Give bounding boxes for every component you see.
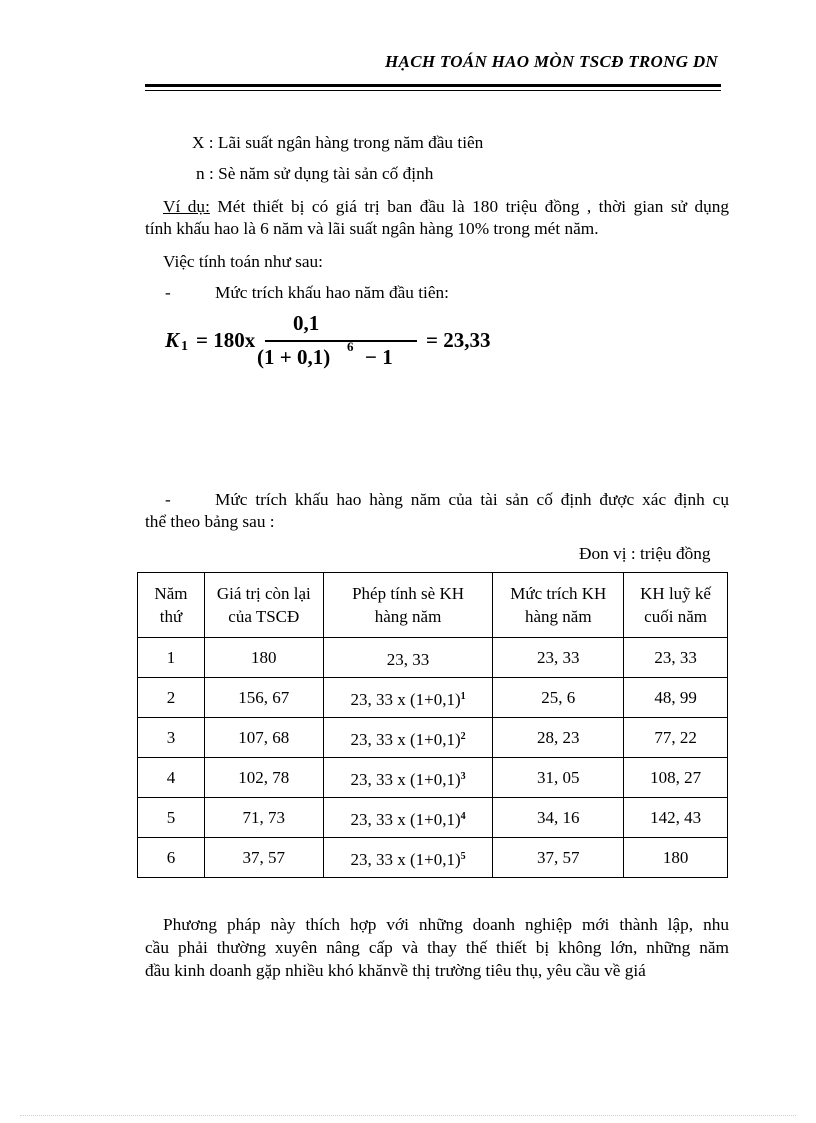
- definition-x: X : Lãi suất ngân hàng trong năm đầu tiên: [192, 133, 484, 152]
- formula-minus-one: − 1: [365, 345, 393, 369]
- bullet-2: -: [165, 490, 171, 509]
- header-annual-l1: Mức trích KH: [510, 584, 607, 603]
- definition-n: n : Sè năm sử dụng tài sản cố định: [196, 164, 434, 183]
- cell-year: 1: [138, 638, 205, 678]
- page-header-title: HẠCH TOÁN HAO MÒN TSCĐ TRONG DN: [385, 52, 718, 71]
- table-row: [138, 638, 728, 678]
- formula-exponent: 6: [347, 339, 354, 354]
- header-calc-l1: Phép tính sè KH: [352, 584, 465, 603]
- formula-eq1: = 180x: [196, 328, 256, 352]
- cell-cumulative: 180: [624, 838, 728, 878]
- cell-calc-text: 23, 33: [386, 649, 430, 669]
- cell-annual: 34, 16: [493, 798, 624, 838]
- cell-year: 4: [138, 758, 205, 798]
- header-cumulative-l1: KH luỹ kế: [640, 584, 711, 603]
- example-line-2: tính khấu hao là 6 năm và lãi suất ngân hàng 10% trong mét năm.: [145, 219, 599, 238]
- cell-calc-power: 5: [460, 850, 466, 862]
- header-year: [138, 573, 205, 638]
- annual-line-2: thể theo bảng sau :: [145, 512, 275, 531]
- cell-calc-text: 23, 33 x (1+0,1): [350, 809, 461, 829]
- cell-remaining: 102, 78: [204, 758, 323, 798]
- cell-cumulative: 23, 33: [624, 638, 728, 678]
- cell-annual: 25, 6: [493, 678, 624, 718]
- table-header-row: [138, 573, 728, 638]
- formula-lhs: K: [165, 328, 180, 352]
- header-annual-l2: hàng năm: [524, 607, 592, 626]
- cell-cumulative: 48, 99: [624, 678, 728, 718]
- cell-calc-power: 3: [460, 770, 466, 782]
- table-row: [138, 798, 728, 838]
- example-text-1: Mét thiết bị có giá trị ban đầu là 180 triệu đồng , thời gian sử dụng: [209, 197, 730, 216]
- closing-line-2: cầu phải thường xuyên nâng cấp và thay thế thiết bị không lớn, những năm: [145, 938, 729, 957]
- header-cumulative: [624, 573, 728, 638]
- cell-calc: [323, 678, 493, 718]
- page-bottom-border: [20, 1115, 796, 1116]
- cell-cumulative: 142, 43: [624, 798, 728, 838]
- cell-annual: 23, 33: [493, 638, 624, 678]
- cell-year: 2: [138, 678, 205, 718]
- cell-calc-power: 2: [460, 730, 466, 742]
- header-rule-thin: [145, 90, 721, 91]
- cell-remaining: 107, 68: [204, 718, 323, 758]
- header-annual: [493, 573, 624, 638]
- cell-calc-power: 1: [460, 690, 466, 702]
- table-row: [138, 678, 728, 718]
- header-cumulative-l2: cuối năm: [644, 607, 707, 626]
- header-year-l2: thứ: [159, 607, 183, 626]
- cell-calc-power: 4: [460, 810, 466, 822]
- cell-calc: [323, 838, 493, 878]
- cell-annual: 31, 05: [493, 758, 624, 798]
- cell-calc-text: 23, 33 x (1+0,1): [350, 849, 461, 869]
- formula-denominator: (1 + 0,1): [257, 345, 331, 369]
- cell-year: 6: [138, 838, 205, 878]
- cell-calc-text: 23, 33 x (1+0,1): [350, 769, 461, 789]
- cell-remaining: 71, 73: [204, 798, 323, 838]
- header-remaining: [204, 573, 323, 638]
- formula-numerator: 0,1: [293, 311, 320, 335]
- header-remaining-l1: Giá trị còn lại: [216, 584, 311, 603]
- cell-annual: 28, 23: [493, 718, 624, 758]
- example-label: Ví dụ:: [163, 197, 210, 216]
- cell-calc-text: 23, 33 x (1+0,1): [350, 689, 461, 709]
- cell-cumulative: 108, 27: [624, 758, 728, 798]
- cell-calc: [323, 638, 493, 678]
- cell-remaining: 37, 57: [204, 838, 323, 878]
- cell-calc-text: 23, 33 x (1+0,1): [350, 729, 461, 749]
- formula-lhs-sub: 1: [181, 339, 188, 354]
- header-calc-l2: hàng năm: [374, 607, 442, 626]
- cell-calc: [323, 718, 493, 758]
- example-line-1: [163, 197, 729, 217]
- unit-label: Đon vị : triệu đồng: [579, 544, 711, 563]
- formula-result: = 23,33: [426, 328, 491, 352]
- header-year-l1: Năm: [154, 584, 188, 603]
- table-row: [138, 718, 728, 758]
- cell-remaining: 180: [204, 638, 323, 678]
- header-rule-thick: [145, 84, 721, 87]
- annual-line-1: Mức trích khấu hao hàng năm của tài sản cố định được xác định cụ: [215, 490, 729, 509]
- header-calc: [323, 573, 493, 638]
- closing-line-3: đầu kinh doanh gặp nhiều khó khănvề thị trường tiêu thụ, yêu cầu về giá: [145, 961, 646, 980]
- depreciation-table: [137, 572, 728, 878]
- bullet-1: -: [165, 283, 171, 302]
- first-year-label: Mức trích khấu hao năm đầu tiên:: [215, 283, 449, 302]
- cell-remaining: 156, 67: [204, 678, 323, 718]
- cell-calc: [323, 798, 493, 838]
- table-row: [138, 838, 728, 878]
- cell-year: 3: [138, 718, 205, 758]
- cell-cumulative: 77, 22: [624, 718, 728, 758]
- cell-calc: [323, 758, 493, 798]
- calc-intro: Việc tính toán như sau:: [163, 252, 323, 271]
- formula-fraction-bar: [265, 340, 417, 342]
- cell-annual: 37, 57: [493, 838, 624, 878]
- closing-line-1: Phương pháp này thích hợp với những doanh nghiệp mới thành lập, nhu: [163, 915, 729, 934]
- cell-year: 5: [138, 798, 205, 838]
- table-row: [138, 758, 728, 798]
- header-remaining-l2: của TSCĐ: [228, 607, 300, 626]
